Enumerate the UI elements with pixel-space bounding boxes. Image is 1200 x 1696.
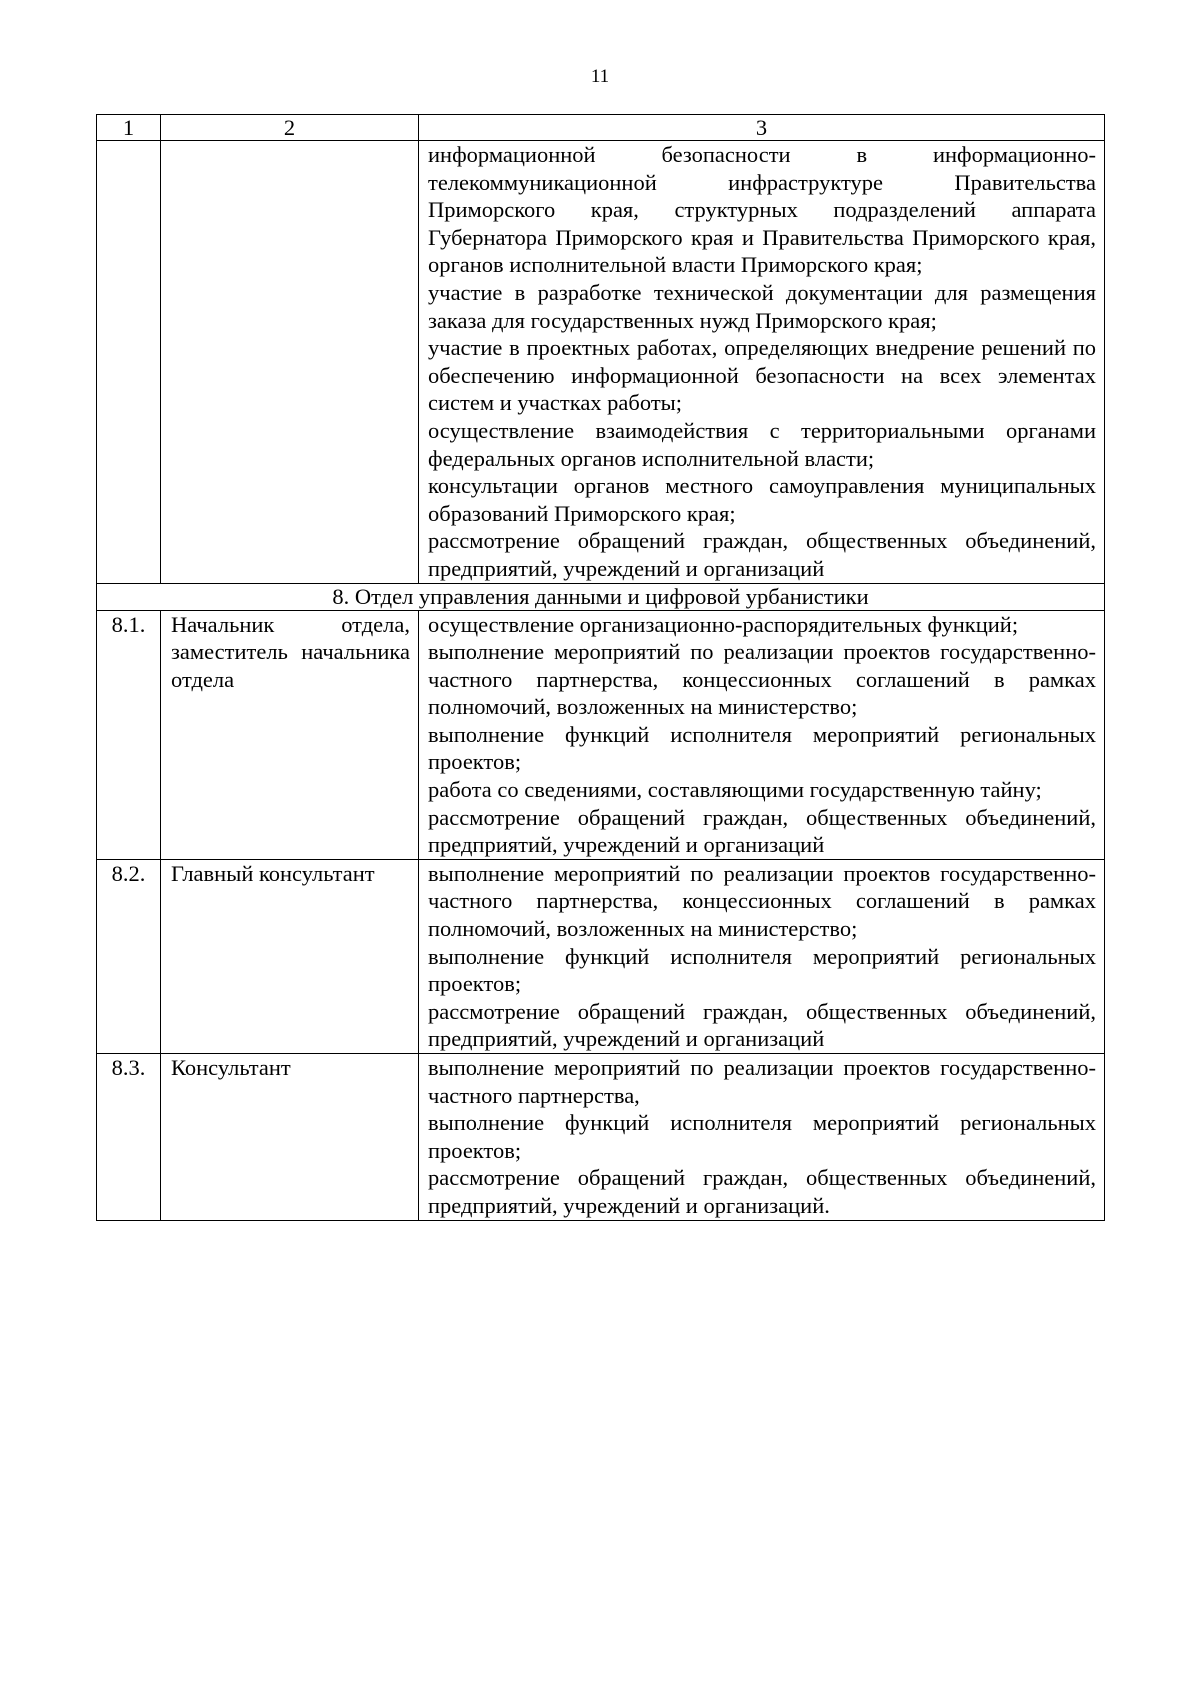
duties-cell bbox=[419, 1054, 1105, 1221]
duty-item: консультации органов местного самоуправления муниципальных образований Приморского края; bbox=[428, 473, 1096, 526]
table-row bbox=[97, 610, 1105, 859]
duty-item: выполнение функций исполнителя мероприятий региональных проектов; bbox=[428, 721, 1096, 775]
section-row bbox=[97, 583, 1105, 610]
duties-table bbox=[96, 114, 1105, 1221]
continuation-row bbox=[97, 141, 1105, 584]
duty-item: работа со сведениями, составляющими государственную тайну; bbox=[428, 777, 1042, 803]
duty-item: рассмотрение обращений граждан, общественных объединений, предприятий, учреждений и организаций bbox=[428, 998, 1096, 1052]
column-header-2: 2 bbox=[161, 115, 419, 141]
duty-item: выполнение функций исполнителя мероприятий региональных проектов; bbox=[428, 1110, 1096, 1163]
table-row bbox=[97, 859, 1105, 1053]
table-header-row bbox=[97, 115, 1105, 141]
duty-item: выполнение мероприятий по реализации проектов государственно-частного партнерства, концессионных соглашений в рамках полномочий, возложенных на министерство; bbox=[428, 860, 1096, 942]
continuation-duties-cell bbox=[419, 141, 1105, 584]
duties-cell bbox=[419, 859, 1105, 1053]
continuation-num-cell bbox=[97, 141, 161, 584]
duties-cell bbox=[419, 610, 1105, 859]
duty-item: рассмотрение обращений граждан, общественных объединений, предприятий, учреждений и организаций bbox=[428, 804, 1096, 858]
duty-item: рассмотрение обращений граждан, общественных объединений, предприятий, учреждений и организаций. bbox=[428, 1165, 1096, 1218]
section-title: 8. Отдел управления данными и цифровой урбанистики bbox=[97, 583, 1105, 610]
duty-item: выполнение функций исполнителя мероприятий региональных проектов; bbox=[428, 943, 1096, 997]
duty-item: информационной безопасности в информационно-телекоммуникационной инфраструктуре Правительства Приморского края, структурных подразделений аппарата Губернатора Приморского края и Правительства Приморского края, органов исполнительной власти Приморского края; bbox=[428, 142, 1096, 278]
duty-item: осуществление взаимодействия с территориальными органами федеральных органов исполнительной власти; bbox=[428, 417, 1096, 471]
column-header-3: 3 bbox=[419, 115, 1105, 141]
duty-item: рассмотрение обращений граждан, общественных объединений, предприятий, учреждений и организаций bbox=[428, 528, 1096, 581]
duty-item: осуществление организационно-распорядительных функций; bbox=[428, 611, 1019, 637]
row-number: 8.2. bbox=[97, 859, 161, 1053]
duty-item: участие в проектных работах, определяющих внедрение решений по обеспечению информационной безопасности на всех элементах систем и участках работы; bbox=[428, 335, 1096, 416]
continuation-role-cell bbox=[161, 141, 419, 584]
duty-item: участие в разработке технической документации для размещения заказа для государственных нужд Приморского края; bbox=[428, 279, 1096, 333]
duty-item: выполнение мероприятий по реализации проектов государственно-частного партнерства, концессионных соглашений в рамках полномочий, возложенных на министерство; bbox=[428, 639, 1096, 720]
page-number: 11 bbox=[590, 66, 610, 87]
column-header-1: 1 bbox=[97, 115, 161, 141]
position-title: Консультант bbox=[161, 1054, 419, 1221]
duty-item: выполнение мероприятий по реализации проектов государственно-частного партнерства, bbox=[428, 1055, 1096, 1108]
row-number: 8.3. bbox=[97, 1054, 161, 1221]
table-row bbox=[97, 1054, 1105, 1221]
position-title: Начальник отдела, заместитель начальника отдела bbox=[161, 610, 419, 859]
row-number: 8.1. bbox=[97, 610, 161, 859]
position-title: Главный консультант bbox=[161, 859, 419, 1053]
